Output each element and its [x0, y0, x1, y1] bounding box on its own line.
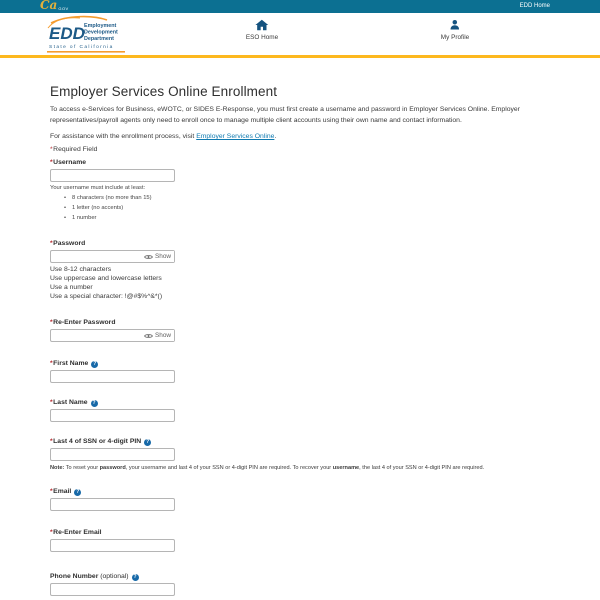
reenter-password-field-group — [50, 319, 550, 342]
password-rule-item: Use uppercase and lowercase letters — [50, 275, 162, 282]
phone-help-icon[interactable]: ? — [133, 574, 137, 580]
note-segment: , your username and last 4 of your SSN or 4-digit PIN are required. To recover your — [125, 465, 333, 471]
intro-text: To access e-Services for Business, eWOTC, or SIDES E-Response, you must first create a username and password in Employer Services Online. Employer representatives/payroll agents only need to enroll once to manage multiple client accounts using their own name and contact information. — [50, 106, 520, 124]
ca-gov-logo-gov: GOV — [58, 6, 69, 11]
site-header — [0, 13, 600, 55]
last-name-label — [50, 399, 550, 407]
username-rule-item: • 8 characters (no more than 15) — [72, 195, 550, 202]
phone-label — [50, 573, 550, 581]
edd-logo-dept-line1: Employment — [84, 23, 117, 29]
assistance-prefix: For assistance with the enrollment process, visit — [50, 133, 197, 140]
phone-optional-text: (optional) — [100, 573, 129, 580]
required-marker: * — [50, 438, 53, 445]
password-rule-item: Use 8-12 characters — [50, 266, 112, 273]
first-name-input[interactable] — [50, 370, 175, 383]
email-field-group — [50, 488, 550, 511]
required-marker: * — [50, 399, 53, 406]
username-rule-list — [50, 195, 550, 222]
page-title: Employer Services Online Enrollment — [50, 84, 278, 99]
username-field-group — [50, 159, 550, 222]
reenter-email-field-group — [50, 529, 550, 552]
edd-logo-dept-line2: Development — [84, 29, 118, 36]
phone-input[interactable] — [50, 583, 175, 596]
note-segment: Note: — [50, 465, 65, 471]
home-icon — [255, 19, 269, 31]
assistance-text — [50, 133, 550, 140]
ssn-pin-help-icon[interactable]: ? — [146, 439, 150, 445]
last-name-input[interactable] — [50, 409, 175, 422]
username-help-intro: Your username must include at least: — [50, 185, 146, 191]
required-marker: * — [50, 529, 53, 536]
phone-field-group — [50, 573, 550, 596]
required-marker: * — [50, 146, 53, 153]
reenter-password-label — [50, 319, 550, 327]
email-label — [50, 488, 550, 496]
edd-logo-state: State of California — [49, 45, 114, 50]
email-input[interactable] — [50, 498, 175, 511]
note-segment: username — [332, 465, 360, 471]
username-input[interactable] — [50, 169, 175, 182]
password-field-group — [50, 240, 550, 301]
email-help-icon[interactable]: ? — [76, 489, 80, 495]
last-name-help-icon[interactable]: ? — [92, 400, 96, 406]
ssn-pin-field-group — [50, 438, 550, 472]
show-password-label: Show — [155, 253, 171, 260]
ca-gov-logo-script: Ca — [40, 0, 58, 12]
edd-logo-dept-line3: Department — [84, 36, 114, 42]
reenter-email-input[interactable] — [50, 539, 175, 552]
password-rule-item: Use a special character: !@#$%^&*() — [50, 293, 163, 300]
edd-logo-graphic — [47, 15, 125, 53]
show-password-button[interactable] — [141, 251, 174, 262]
reset-recovery-note — [50, 465, 550, 472]
required-marker: * — [50, 159, 53, 166]
required-marker: * — [50, 360, 53, 367]
reenter-email-label — [50, 529, 550, 537]
password-rule-item: Use a number — [50, 284, 93, 291]
ca-gov-logo[interactable] — [40, 0, 69, 12]
note-segment: password — [99, 465, 126, 471]
main-content — [0, 58, 600, 596]
person-icon — [449, 19, 461, 31]
ssn-pin-input[interactable] — [50, 448, 175, 461]
required-marker: * — [50, 319, 53, 326]
ssn-pin-label-text: Last 4 of SSN or 4-digit PIN — [53, 438, 142, 445]
required-field-note — [50, 146, 550, 153]
required-field-note-text: Required Field — [53, 146, 98, 153]
show-reenter-password-label: Show — [155, 332, 171, 339]
last-name-field-group — [50, 399, 550, 422]
nav-my-profile-label: My Profile — [440, 34, 470, 41]
employer-services-online-link[interactable]: Employer Services Online — [196, 133, 275, 140]
ssn-pin-label — [50, 438, 550, 446]
first-name-label — [50, 360, 550, 368]
show-reenter-password-button[interactable] — [141, 330, 174, 341]
username-label-text: Username — [53, 159, 87, 166]
password-label-text: Password — [53, 240, 86, 247]
email-label-text: Email — [53, 488, 72, 495]
assistance-suffix: . — [274, 133, 277, 140]
required-marker: * — [50, 240, 53, 247]
first-name-label-text: First Name — [53, 360, 89, 367]
nav-eso-home[interactable] — [246, 19, 278, 41]
username-label — [50, 159, 550, 167]
edd-logo[interactable] — [47, 15, 125, 58]
first-name-field-group — [50, 360, 550, 383]
nav-eso-home-label: ESO Home — [245, 34, 279, 41]
reenter-email-label-text: Re-Enter Email — [53, 529, 102, 536]
note-segment: , the last 4 of your SSN or 4-digit PIN are required. — [359, 465, 485, 471]
eye-icon — [144, 254, 153, 260]
password-rule-list — [50, 265, 550, 301]
phone-label-text: Phone Number — [50, 573, 99, 580]
reenter-password-label-text: Re-Enter Password — [53, 319, 116, 326]
first-name-help-icon[interactable]: ? — [93, 361, 97, 367]
password-label — [50, 240, 550, 248]
nav-my-profile[interactable] — [441, 19, 469, 41]
eye-icon — [144, 333, 153, 339]
edd-logo-acronym: EDD — [49, 24, 85, 43]
last-name-label-text: Last Name — [53, 399, 88, 406]
note-segment: To reset your — [64, 465, 100, 471]
username-rule-item: • 1 letter (no accents) — [72, 205, 550, 212]
edd-home-link[interactable]: EDD Home — [519, 3, 550, 9]
username-rule-item: • 1 number — [72, 215, 550, 222]
global-utility-bar — [0, 0, 600, 13]
required-marker: * — [50, 488, 53, 495]
